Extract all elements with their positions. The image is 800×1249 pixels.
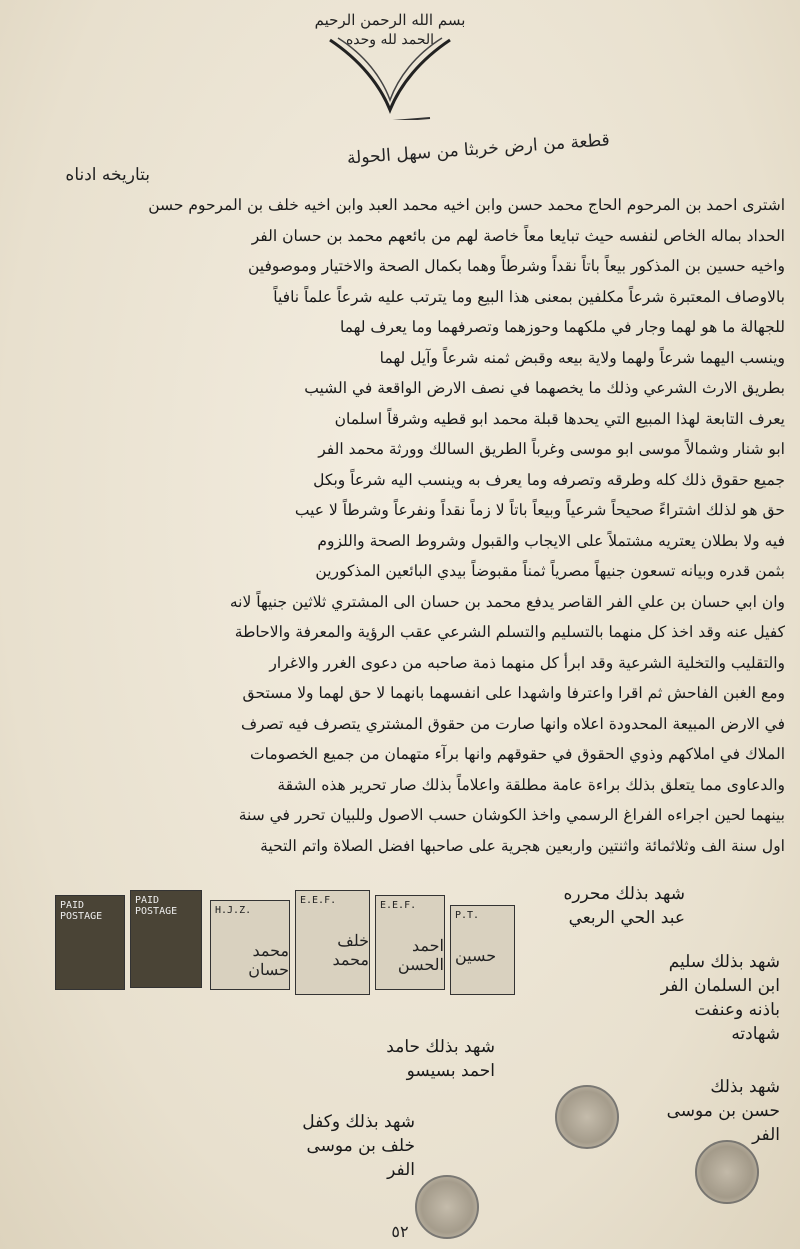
witness-line: شهد بذلك (710, 1077, 780, 1097)
witness-line: الفر (752, 1125, 780, 1145)
body-line: والدعاوى مما يتعلق بذلك براءة عامة مطلقة واعلاماً بذلك صار تحرير هذه الشقة (277, 775, 785, 794)
witness-line: خلف بن موسى (306, 1136, 415, 1156)
revenue-stamp (295, 890, 370, 995)
stamp-signature: حسين (455, 946, 497, 965)
revenue-stamp (375, 895, 445, 990)
body-line: اشترى احمد بن المرحوم الحاج محمد حسن وابن اخيه محمد العبد وابن اخيه خلف بن المرحوم حسن (148, 196, 785, 214)
witness-line: ابن السلمان الفر (660, 976, 780, 996)
body-line: الملاك في املاكهم وذوي الحقوق في حقوقهم وانها برآء متهمان من جميع الخصومات (250, 745, 785, 763)
body-line: جميع حقوق ذلك كله وطرقه وتصرفه وما يعرف به وينسب اليه شرعاً وبكل (313, 470, 785, 489)
witness-line: حسن بن موسى (666, 1101, 780, 1121)
body-line: للجهالة ما هو لهما وجار في ملكهما وحوزهما وتصرفهما وما يعرف لهما (339, 318, 785, 336)
body-line: في الارض المبيعة المحدودة اعلاه وانها صارت من حقوق المشتري يتصرف فيه تصرف (240, 714, 785, 733)
document-dateline: بتاريخه ادناه (65, 165, 150, 185)
stamp-label: P.T. (455, 910, 480, 921)
body-line: بينهما لحين اجراءه الفراغ الرسمي واخذ الكوشان حسب الاصول وللبيان تحرر في سنة (238, 806, 785, 824)
witness-line: شهد بذلك وكفل (302, 1112, 415, 1132)
witness-line: شهد بذلك سليم (668, 952, 780, 972)
body-line: واخيه حسين بن المذكور بيعاً باتاً نقداً وشرطاً وهما بكمال الصحة والاختيار وموصوفين (248, 257, 785, 275)
body-line: بالاوصاف المعتبرة شرعاً مكلفين بمعنى هذا البيع وما يترتب عليه شرعاً علماً نافياً (273, 287, 785, 306)
stamp-label: PAID POSTAGE (60, 900, 103, 922)
stamps-row (55, 885, 515, 1035)
witness-line: باذنه وعنفت (694, 1000, 780, 1020)
witness-line: الفر (387, 1160, 415, 1180)
stamp-signature: محمد حسان (248, 941, 289, 979)
body-line: يعرف التابعة لهذا المبيع التي يحدها قبلة محمد ابو قطيه وشرقاً اسلمان (334, 409, 785, 428)
body-line: وينسب اليهما شرعاً ولهما ولاية بيعه وقبض ثمنه شرعاً وآيل لهما (379, 348, 785, 367)
stamp-label: E.E.F. (380, 900, 417, 911)
revenue-stamp (450, 905, 515, 995)
stamp-signature: احمد الحسن (397, 936, 444, 974)
witness-line: عبد الحي الربعي (568, 908, 685, 928)
stamp-signature: خلف محمد (332, 931, 369, 969)
document-subtitle: قطعة من ارض خربثا من سهل الحولة (346, 130, 611, 169)
body-line: الحداد بماله الخاص لنفسه حيث تبايعا معاً خاصة لهم من بائعهم محمد بن حسان الفر (251, 226, 785, 245)
body-line: ومع الغبن الفاحش ثم اقرا واعترفا واشهدا على انفسهما بانهما لا حق لهما ولا مستحق (242, 684, 785, 702)
witness-block-khalaf (302, 1110, 415, 1182)
witness-block-scribe (563, 882, 685, 930)
witness-line: شهد بذلك محرره (563, 884, 685, 904)
witness-line: شهد بذلك حامد (386, 1037, 495, 1057)
revenue-stamp (210, 900, 290, 990)
postage-stamp (55, 895, 125, 990)
body-line: كفيل عنه وقد اخذ كل منهما بالتسليم والتسلم الشرعي عقب الرؤية والمعرفة والاحاطة (234, 623, 785, 641)
witness-block-hasan (667, 1075, 780, 1147)
body-line: وان ابي حسان بن علي الفر القاصر يدفع محمد بن حسان الى المشتري ثلاثين جنيهاً لانه (229, 592, 785, 611)
witness-block-hamid (386, 1035, 495, 1083)
stamp-label: PAID POSTAGE (135, 895, 178, 917)
heading-flourish (320, 30, 460, 120)
stamp-label: E.E.F. (300, 895, 337, 906)
basmala: بسم الله الرحمن الرحيم (314, 11, 466, 29)
body-line: بثمن قدره وبيانه تسعون جنيهاً مصرياً ثمناً مقبوضاً بيدي البائعين المذكورين (315, 562, 785, 580)
hamdala: الحمد لله وحده (345, 32, 435, 48)
ink-seal (555, 1085, 619, 1149)
stamp-label: H.J.Z. (215, 905, 252, 916)
ink-seal (695, 1140, 759, 1204)
body-line: اول سنة الف وثلاثمائة واثنتين واربعين هجرية على صاحبها افضل الصلاة واتم التحية (260, 836, 785, 855)
body-line: والتقليب والتخلية الشرعية وقد ابرأ كل منهما ذمة صاحبه من دعوى الغرر والاغرار (269, 653, 785, 672)
body-line: ابو شنار وشمالاً موسى ابو موسى وغرباً الطريق السالك وورثة محمد الفر (318, 440, 785, 458)
witness-line: احمد بسيسو (406, 1061, 495, 1081)
witness-line: شهادته (731, 1024, 780, 1044)
body-line: فيه ولا بطلان يعتريه مشتملاً على الايجاب والقبول وشروط الصحة واللزوم (317, 531, 785, 550)
page-number: ٥٢ (391, 1222, 409, 1241)
body-line: بطريق الارث الشرعي وذلك ما يخصهما في نصف الارض الواقعة في الشيب (304, 379, 785, 397)
postage-stamp (130, 890, 202, 988)
contract-body (40, 190, 785, 861)
body-line: حق هو لذلك اشتراءً صحيحاً شرعياً وبيعاً باتاً لا زماً نقداً ونفرعاً وشرطاً لا عيب (294, 501, 785, 519)
witness-block-salim (661, 950, 780, 1046)
